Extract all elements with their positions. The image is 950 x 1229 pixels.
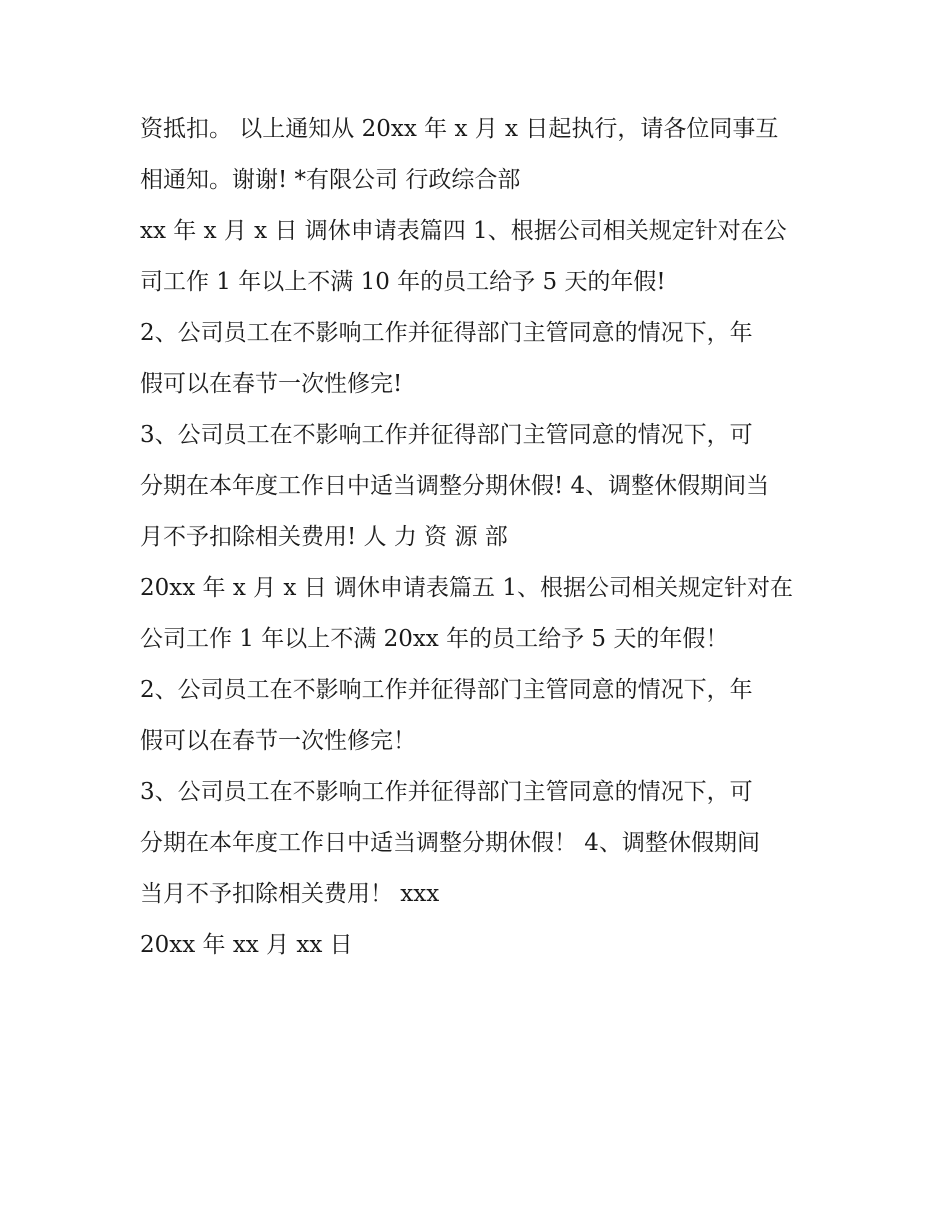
text-line: 20xx 年 x 月 x 日 调休申请表篇五 1、根据公司相关规定针对在 [140,575,793,601]
text-line: 3、公司员工在不影响工作并征得部门主管同意的情况下，可 [140,779,753,805]
text-line: xx 年 x 月 x 日 调休申请表篇四 1、根据公司相关规定针对在公 [140,218,787,244]
text-line: 3、公司员工在不影响工作并征得部门主管同意的情况下，可 [140,422,753,448]
text-line: 分期在本年度工作日中适当调整分期休假! 4、调整休假期间当 [140,473,770,499]
text-line: 资抵扣。 以上通知从 20xx 年 x 月 x 日起执行，请各位同事互 [140,116,779,142]
text-line: 月不予扣除相关费用! 人 力 资 源 部 [140,524,508,550]
text-line: 假可以在春节一次性修完! [140,371,403,397]
text-line: 分期在本年度工作日中适当调整分期休假！ 4、调整休假期间 [140,830,760,856]
text-line: 2、公司员工在不影响工作并征得部门主管同意的情况下，年 [140,320,753,346]
text-line: 假可以在春节一次性修完！ [140,728,416,754]
text-line: 司工作 1 年以上不满 10 年的员工给予 5 天的年假! [140,269,666,295]
document-body [140,104,820,971]
text-line: 当月不予扣除相关费用！ xxx [140,881,440,907]
text-line: 相通知。谢谢! *有限公司 行政综合部 [140,167,521,193]
date-line: 20xx 年 xx 月 xx 日 [140,932,353,958]
text-line: 公司工作 1 年以上不满 20xx 年的员工给予 5 天的年假！ [140,626,729,652]
text-line: 2、公司员工在不影响工作并征得部门主管同意的情况下，年 [140,677,753,703]
